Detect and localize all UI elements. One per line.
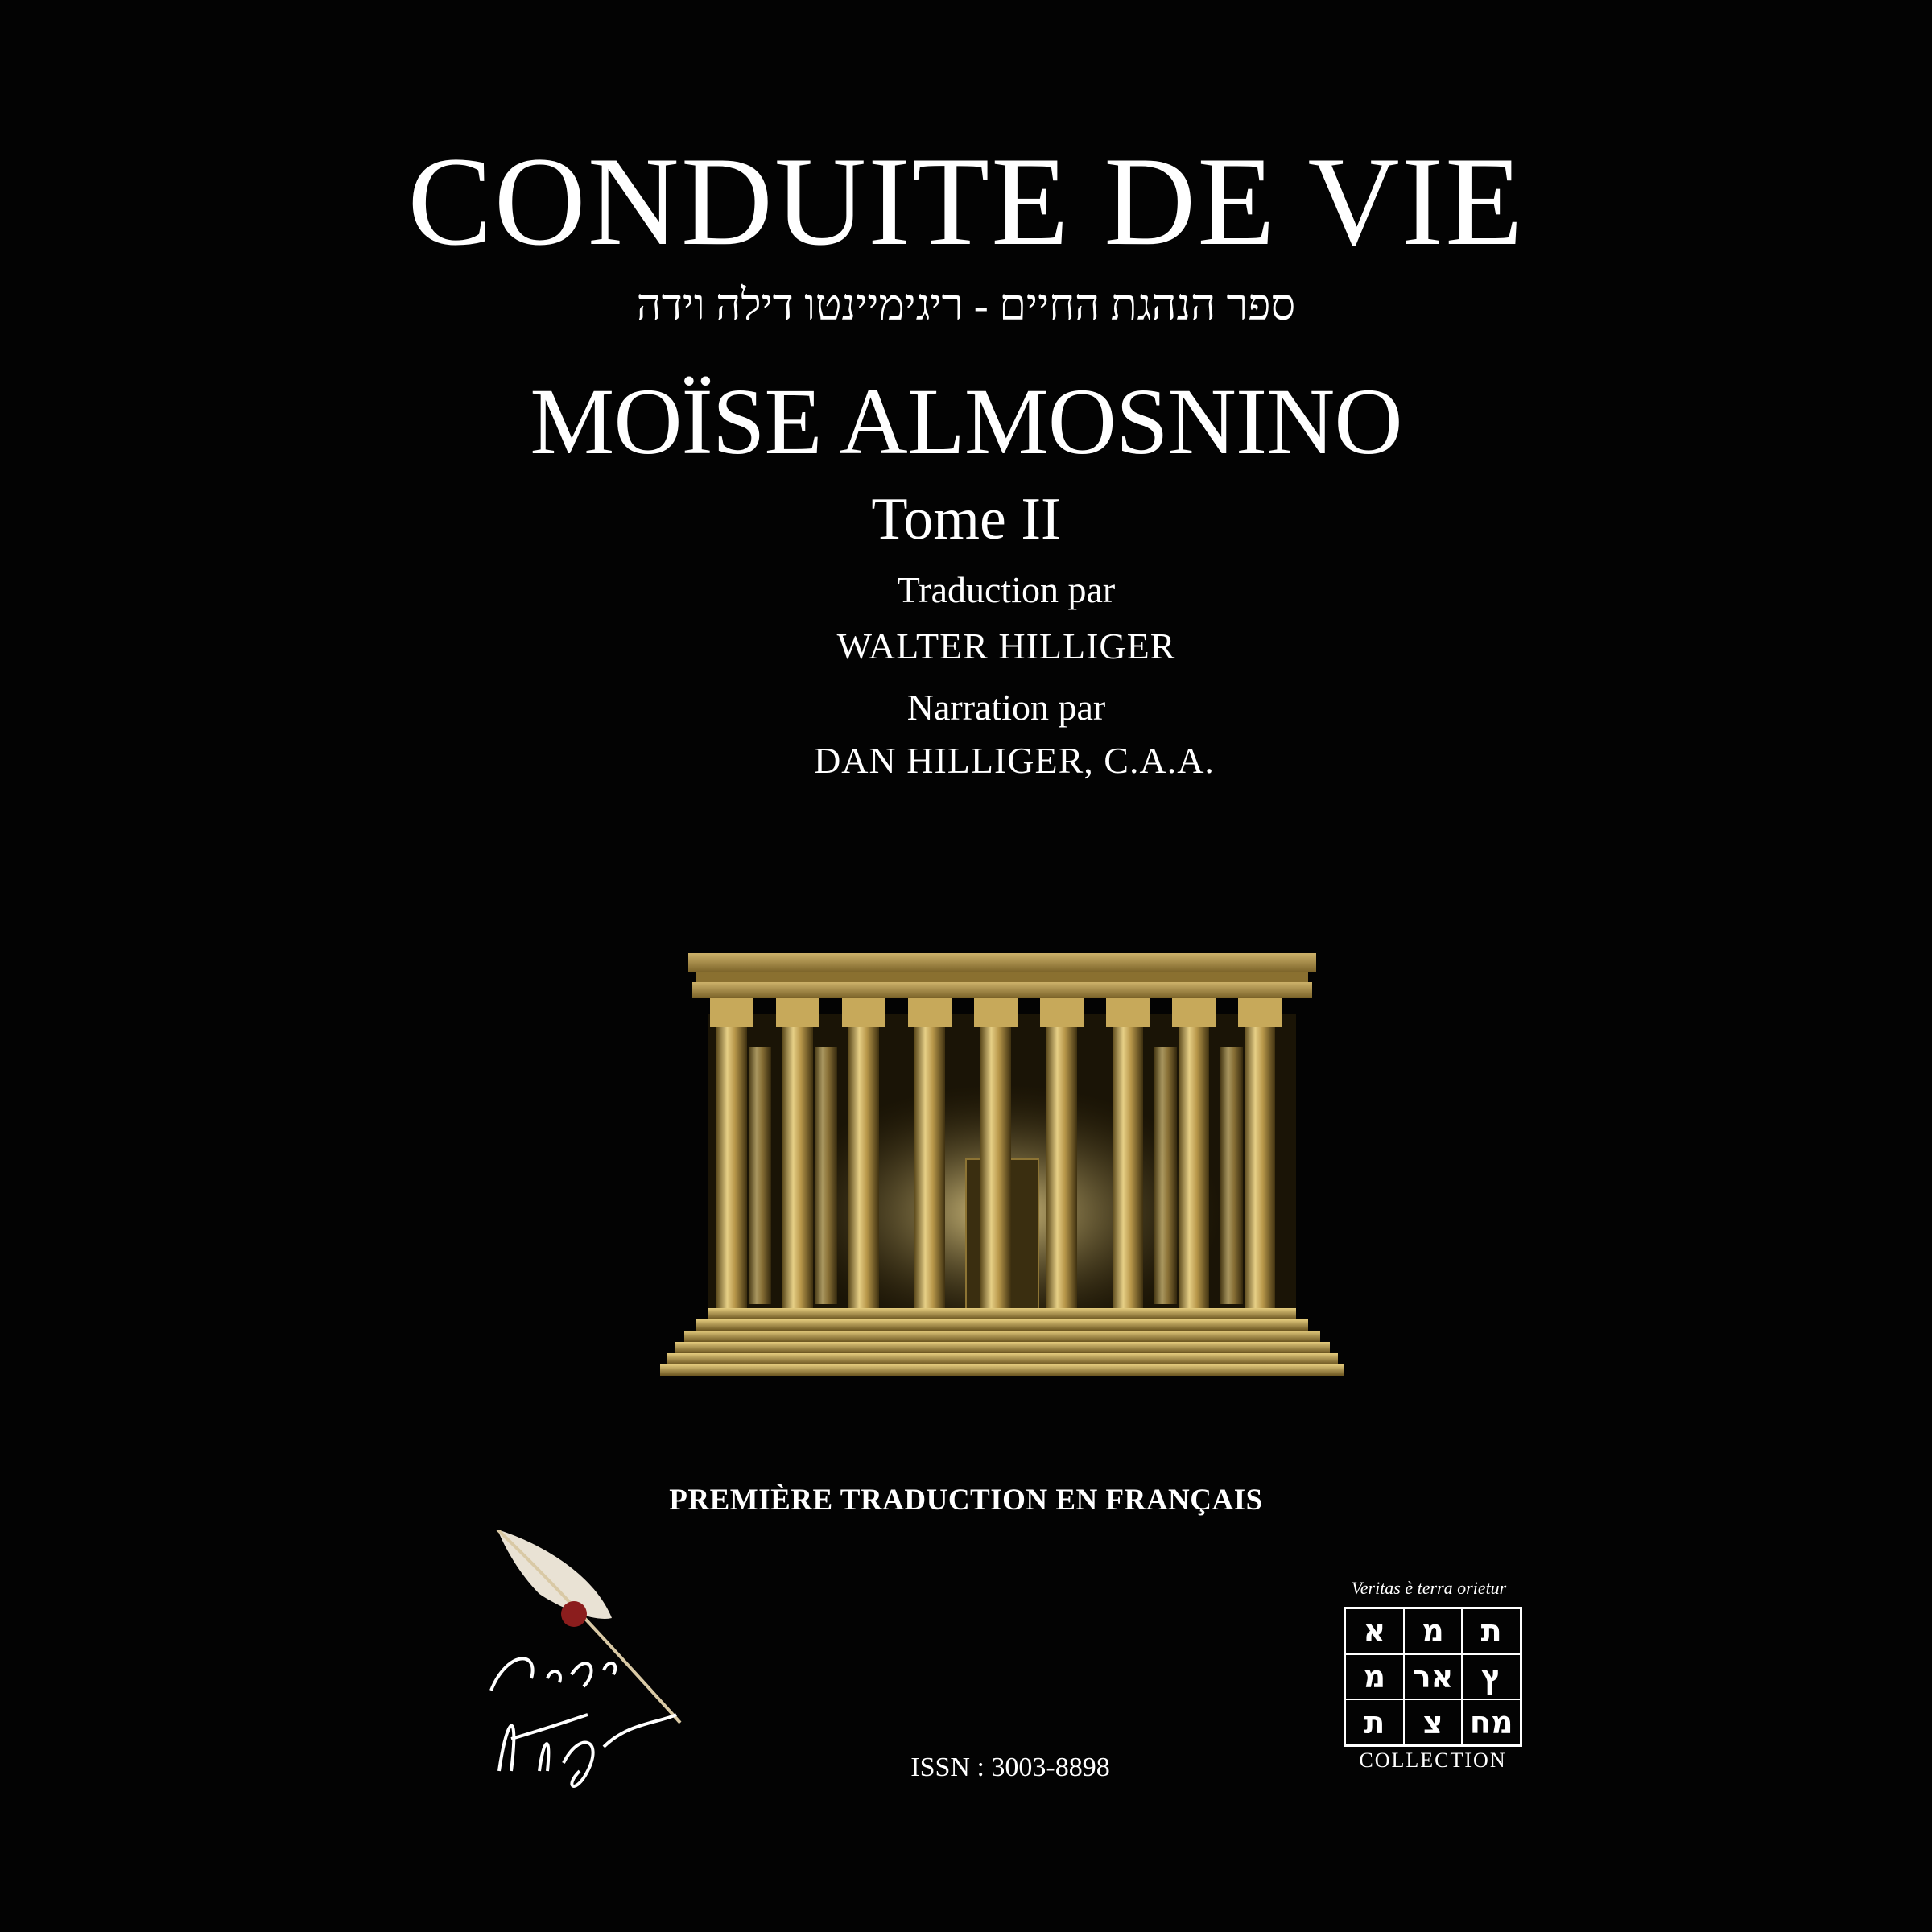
grid-cell: ץ <box>1462 1654 1521 1700</box>
grid-cell: מח <box>1462 1699 1521 1745</box>
volume-label: Tome II <box>871 486 1061 552</box>
grid-cell: א <box>1345 1608 1404 1654</box>
grid-cell: צ <box>1404 1699 1463 1745</box>
book-title: CONDUITE DE VIE <box>407 131 1525 272</box>
grid-cell: ת <box>1462 1608 1521 1654</box>
grid-cell: מ <box>1404 1608 1463 1654</box>
cercle-hilliger-logo <box>475 1530 692 1803</box>
translation-label: Traduction par <box>897 569 1116 610</box>
grid-cell: ת <box>1345 1699 1404 1745</box>
emet-collection-logo <box>1324 1578 1534 1779</box>
narration-label: Narration par <box>906 687 1106 728</box>
author-name: MOÏSE ALMOSNINO <box>530 369 1402 474</box>
issn-number: ISSN : 3003-8898 <box>910 1752 1110 1782</box>
hebrew-letter-grid <box>1344 1607 1522 1747</box>
hebrew-subtitle: ספר הנהגת החיים - ריגימיינטו דילה וידה <box>636 281 1296 329</box>
narrator-name: DAN HILLIGER, C.A.A. <box>814 740 1215 781</box>
first-translation-tagline: PREMIÈRE TRADUCTION EN FRANÇAIS <box>669 1484 1263 1517</box>
grid-cell: אר <box>1404 1654 1463 1700</box>
collection-motto: Veritas è terra orietur <box>1351 1578 1507 1598</box>
temple-columns-illustration <box>660 950 1344 1401</box>
quill-icon <box>475 1530 692 1803</box>
collection-label: COLLECTION <box>1359 1748 1507 1772</box>
translator-name: WALTER HILLIGER <box>836 625 1176 667</box>
grid-cell: מ <box>1345 1654 1404 1700</box>
